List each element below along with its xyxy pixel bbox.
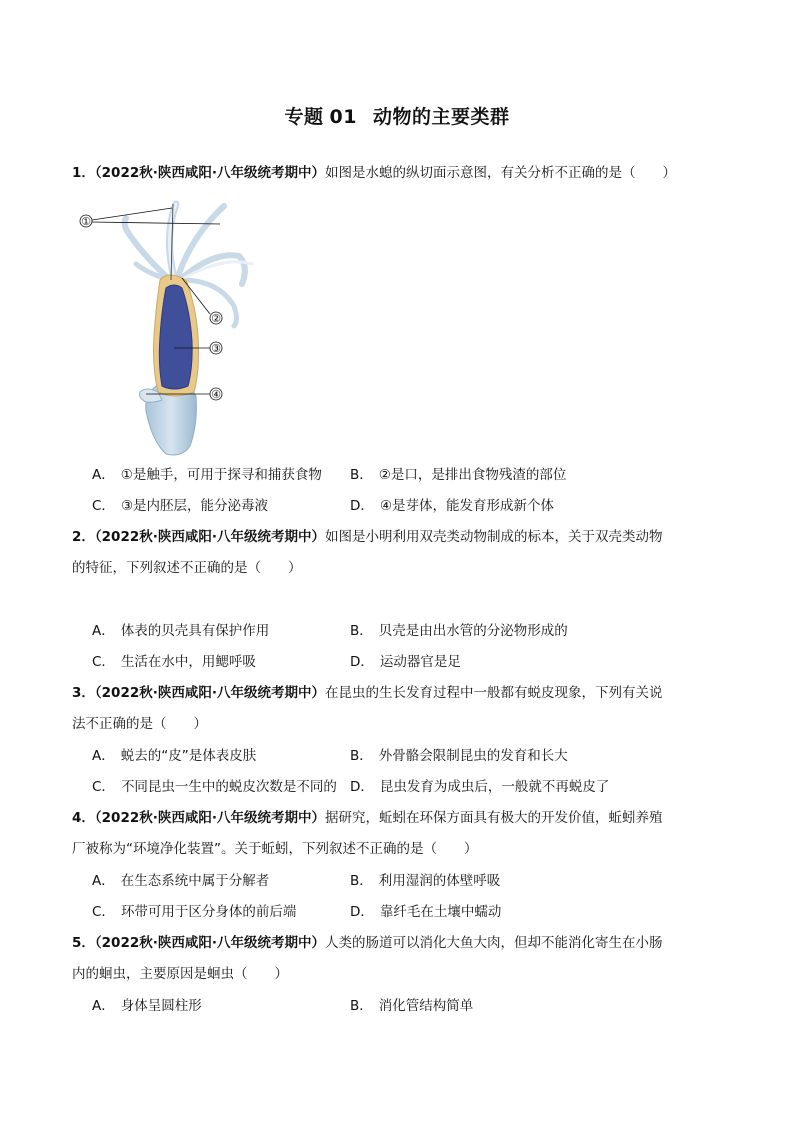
option-letter: A． <box>92 998 115 1014</box>
question-number: 3． <box>72 685 95 701</box>
q5-option-b[interactable] <box>350 997 473 1015</box>
question-3-stem <box>72 684 712 702</box>
option-text: 在生态系统中属于分解者 <box>120 873 270 889</box>
option-letter: B． <box>350 998 373 1014</box>
question-text: 法不正确的是（ ） <box>72 716 207 732</box>
q1-option-d[interactable] <box>350 497 554 515</box>
q1-option-b[interactable] <box>350 466 566 484</box>
question-4-stem <box>72 809 712 827</box>
q2-option-b[interactable] <box>350 622 568 640</box>
option-text: ①是触手，可用于探寻和捕获食物 <box>120 467 322 483</box>
q3-option-a[interactable] <box>92 747 256 765</box>
question-source: （2022秋·陕西咸阳·八年级统考期中） <box>94 810 325 826</box>
option-letter: B． <box>350 623 373 639</box>
figure-label-4: ④ <box>211 388 221 401</box>
question-source: （2022秋·陕西咸阳·八年级统考期中） <box>94 935 325 951</box>
option-text: ②是口，是排出食物残渣的部位 <box>378 467 567 483</box>
question-number: 1． <box>72 165 95 181</box>
option-letter: A． <box>92 623 115 639</box>
option-text: 外骨骼会限制昆虫的发育和长大 <box>378 748 568 764</box>
question-text: 在昆虫的生长发育过程中一般都有蜕皮现象，下列有关说 <box>325 685 663 701</box>
q4-option-b[interactable] <box>350 872 500 890</box>
question-5-stem-cont <box>72 965 712 983</box>
option-text: 蜕去的“皮”是体表皮肤 <box>120 748 257 764</box>
option-letter: D． <box>350 779 374 795</box>
page-title <box>0 102 794 129</box>
q2-option-a[interactable] <box>92 622 269 640</box>
option-text: ④是芽体，能发育形成新个体 <box>379 498 555 514</box>
question-text: 如图是水螅的纵切面示意图，有关分析不正确的是（ ） <box>325 165 676 181</box>
option-text: 不同昆虫一生中的蜕皮次数是不同的 <box>120 779 337 795</box>
option-text: ③是内胚层，能分泌毒液 <box>120 498 269 514</box>
q2-option-c[interactable] <box>92 653 256 671</box>
option-letter: B． <box>350 467 373 483</box>
q4-option-a[interactable] <box>92 872 269 890</box>
option-text: 靠纤毛在土壤中蠕动 <box>379 904 502 920</box>
q3-option-d[interactable] <box>350 778 609 796</box>
option-letter: D． <box>350 498 374 514</box>
q4-option-c[interactable] <box>92 903 296 921</box>
option-text: 生活在水中，用鳃呼吸 <box>120 654 256 670</box>
option-text: 环带可用于区分身体的前后端 <box>120 904 297 920</box>
option-letter: A． <box>92 748 115 764</box>
question-2-stem <box>72 528 712 546</box>
question-number: 2． <box>72 529 95 545</box>
option-text: 身体呈圆柱形 <box>120 998 202 1014</box>
question-text: 的特征，下列叙述不正确的是（ ） <box>72 560 302 576</box>
option-text: 利用湿润的体壁呼吸 <box>378 873 501 889</box>
title-prefix: 专题 <box>284 106 324 128</box>
option-text: 消化管结构简单 <box>378 998 474 1014</box>
option-letter: B． <box>350 748 373 764</box>
option-text: 昆虫发育为成虫后，一般就不再蜕皮了 <box>379 779 610 795</box>
question-1-stem <box>72 164 712 182</box>
option-letter: B． <box>350 873 373 889</box>
question-source: （2022秋·陕西咸阳·八年级统考期中） <box>94 165 325 181</box>
option-text: 运动器官是足 <box>379 654 461 670</box>
option-letter: C． <box>92 904 115 920</box>
q2-option-d[interactable] <box>350 653 461 671</box>
option-text: 贝壳是由出水管的分泌物形成的 <box>378 623 568 639</box>
figure-label-1: ① <box>81 215 91 228</box>
q4-option-d[interactable] <box>350 903 501 921</box>
question-2-stem-cont <box>72 559 712 577</box>
question-text: 人类的肠道可以消化大鱼大肉，但却不能消化寄生在小肠 <box>325 935 663 951</box>
q1-option-a[interactable] <box>92 466 322 484</box>
option-letter: D． <box>350 904 374 920</box>
option-letter: A． <box>92 873 115 889</box>
option-letter: D． <box>350 654 374 670</box>
q3-option-b[interactable] <box>350 747 568 765</box>
question-text: 如图是小明利用双壳类动物制成的标本，关于双壳类动物 <box>325 529 663 545</box>
question-5-stem <box>72 934 712 952</box>
question-text: 厂被称为“环境净化装置”。关于蚯蚓，下列叙述不正确的是（ ） <box>72 841 478 857</box>
question-number: 5． <box>72 935 95 951</box>
option-letter: A． <box>92 467 115 483</box>
figure-label-2: ② <box>211 312 221 325</box>
title-text: 动物的主要类群 <box>372 106 510 128</box>
option-text: 体表的贝壳具有保护作用 <box>120 623 270 639</box>
q1-option-c[interactable] <box>92 497 268 515</box>
figure-label-3: ③ <box>211 342 221 355</box>
question-number: 4． <box>72 810 95 826</box>
q5-option-a[interactable] <box>92 997 202 1015</box>
hydra-figure <box>74 196 274 458</box>
question-4-stem-cont <box>72 840 712 858</box>
question-text: 据研究，蚯蚓在环保方面具有极大的开发价值，蚯蚓养殖 <box>325 810 663 826</box>
option-letter: C． <box>92 779 115 795</box>
q3-option-c[interactable] <box>92 778 337 796</box>
question-source: （2022秋·陕西咸阳·八年级统考期中） <box>94 685 325 701</box>
title-number: 01 <box>329 106 357 128</box>
question-source: （2022秋·陕西咸阳·八年级统考期中） <box>94 529 325 545</box>
option-letter: C． <box>92 498 115 514</box>
option-letter: C． <box>92 654 115 670</box>
question-text: 内的蛔虫，主要原因是蛔虫（ ） <box>72 966 288 982</box>
question-3-stem-cont <box>72 715 712 733</box>
